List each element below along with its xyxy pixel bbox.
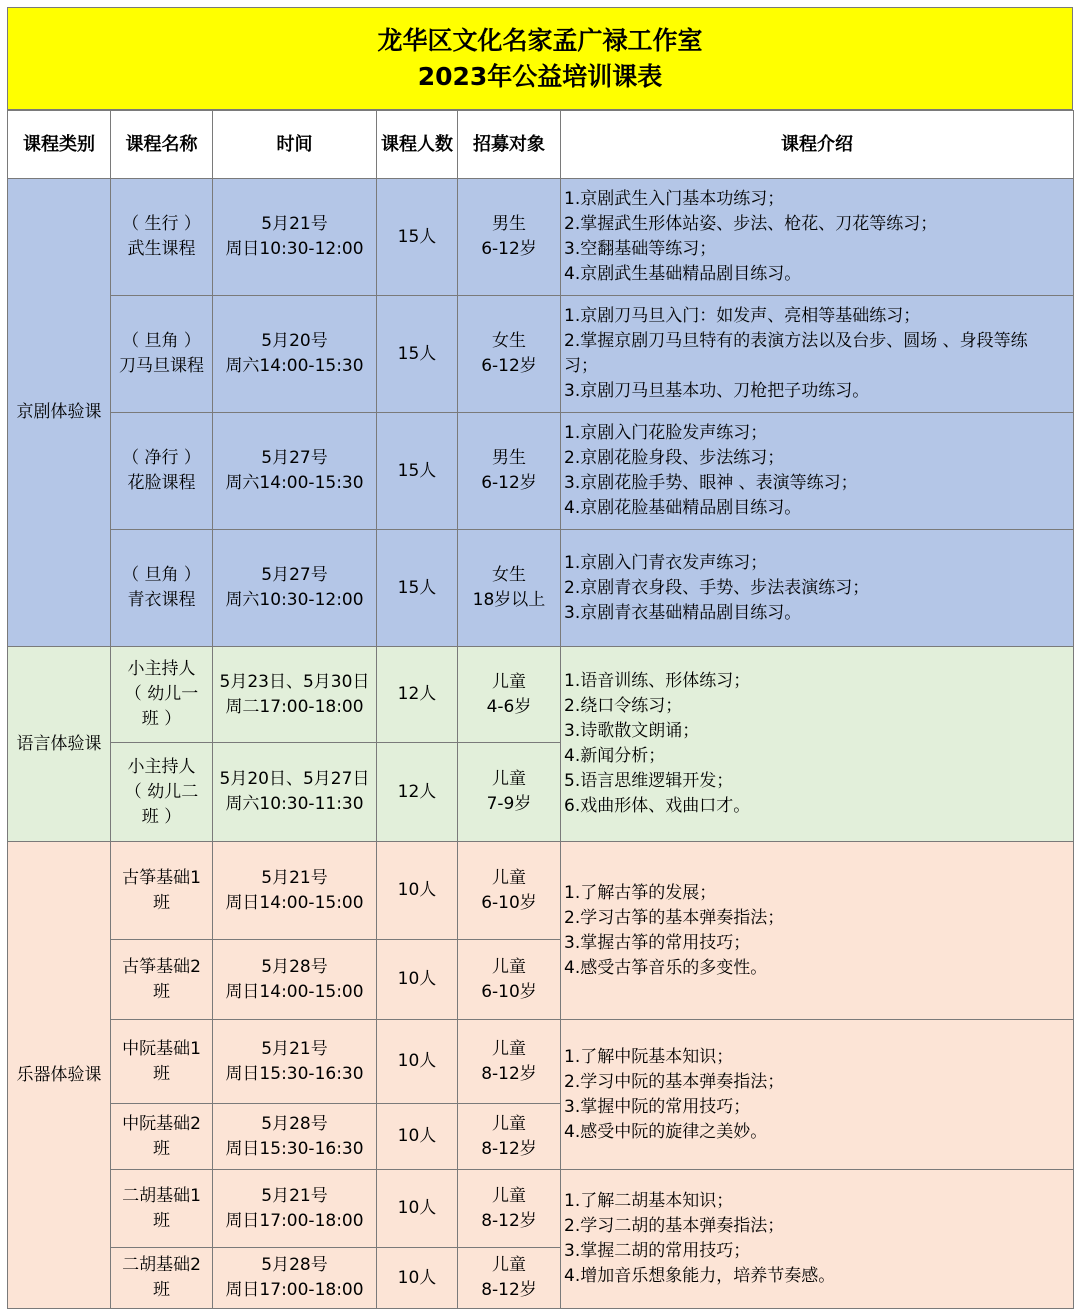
table-row	[8, 413, 1074, 530]
target-cell: 男生 6-12岁	[458, 413, 561, 530]
table-row	[8, 296, 1074, 413]
course-name-cell: 二胡基础1 班	[111, 1170, 213, 1248]
course-name-cell: 中阮基础2 班	[111, 1104, 213, 1170]
count-cell: 15人	[377, 530, 458, 647]
time-cell: 5月20号 周六14:00-15:30	[213, 296, 377, 413]
time-cell: 5月27号 周六10:30-12:00	[213, 530, 377, 647]
course-table	[7, 110, 1074, 1309]
header-time: 时间	[213, 111, 377, 179]
category-cell: 乐器体验课	[8, 842, 111, 1309]
header-target: 招募对象	[458, 111, 561, 179]
target-cell: 儿童 8-12岁	[458, 1170, 561, 1248]
intro-cell: 1.京剧武生入门基本功练习； 2.掌握武生形体站姿、步法、枪花、刀花等练习； 3.空翻基础等练习； 4.京剧武生基础精品剧目练习。	[561, 179, 1074, 296]
time-cell: 5月21号 周日15:30-16:30	[213, 1020, 377, 1104]
time-cell: 5月21号 周日17:00-18:00	[213, 1170, 377, 1248]
course-name-cell: 中阮基础1 班	[111, 1020, 213, 1104]
course-name-cell: （ 生行 ） 武生课程	[111, 179, 213, 296]
course-name-cell: （ 旦角 ） 青衣课程	[111, 530, 213, 647]
course-name-cell: 古筝基础1 班	[111, 842, 213, 940]
target-cell: 女生 18岁以上	[458, 530, 561, 647]
count-cell: 12人	[377, 743, 458, 842]
table-row	[8, 647, 1074, 743]
count-cell: 10人	[377, 940, 458, 1020]
intro-cell: 1.京剧入门青衣发声练习； 2.京剧青衣身段、手势、步法表演练习； 3.京剧青衣基础精品剧目练习。	[561, 530, 1074, 647]
header-row	[8, 111, 1074, 179]
table-row	[8, 530, 1074, 647]
count-cell: 12人	[377, 647, 458, 743]
time-cell: 5月20日、5月27日 周六10:30-11:30	[213, 743, 377, 842]
target-cell: 儿童 6-10岁	[458, 940, 561, 1020]
header-name: 课程名称	[111, 111, 213, 179]
header-intro: 课程介绍	[561, 111, 1074, 179]
course-name-cell: （ 净行 ） 花脸课程	[111, 413, 213, 530]
time-cell: 5月27号 周六14:00-15:30	[213, 413, 377, 530]
count-cell: 10人	[377, 1170, 458, 1248]
intro-cell: 1.了解中阮基本知识； 2.学习中阮的基本弹奏指法； 3.掌握中阮的常用技巧； 4.感受中阮的旋律之美妙。	[561, 1020, 1074, 1170]
target-cell: 儿童 6-10岁	[458, 842, 561, 940]
intro-cell: 1.语音训练、形体练习； 2.绕口令练习； 3.诗歌散文朗诵； 4.新闻分析； 5.语言思维逻辑开发； 6.戏曲形体、戏曲口才。	[561, 647, 1074, 842]
count-cell: 10人	[377, 1020, 458, 1104]
intro-cell: 1.了解古筝的发展； 2.学习古筝的基本弹奏指法； 3.掌握古筝的常用技巧； 4.感受古筝音乐的多变性。	[561, 842, 1074, 1020]
course-name-cell: 二胡基础2 班	[111, 1248, 213, 1309]
title-banner	[7, 7, 1073, 110]
time-cell: 5月28号 周日14:00-15:00	[213, 940, 377, 1020]
target-cell: 儿童 8-12岁	[458, 1020, 561, 1104]
category-cell: 语言体验课	[8, 647, 111, 842]
time-cell: 5月21号 周日14:00-15:00	[213, 842, 377, 940]
category-cell: 京剧体验课	[8, 179, 111, 647]
target-cell: 儿童 4-6岁	[458, 647, 561, 743]
course-name-cell: （ 旦角 ） 刀马旦课程	[111, 296, 213, 413]
count-cell: 10人	[377, 842, 458, 940]
title-line-1: 龙华区文化名家孟广禄工作室	[377, 25, 703, 55]
table-row	[8, 1170, 1074, 1248]
target-cell: 女生 6-12岁	[458, 296, 561, 413]
count-cell: 15人	[377, 413, 458, 530]
intro-cell: 1.京剧入门花脸发声练习； 2.京剧花脸身段、步法练习； 3.京剧花脸手势、眼神 、表演等练习； 4.京剧花脸基础精品剧目练习。	[561, 413, 1074, 530]
time-cell: 5月23日、5月30日 周二17:00-18:00	[213, 647, 377, 743]
intro-cell: 1.了解二胡基本知识； 2.学习二胡的基本弹奏指法； 3.掌握二胡的常用技巧； 4.增加音乐想象能力，培养节奏感。	[561, 1170, 1074, 1309]
table-row	[8, 1020, 1074, 1104]
table-row	[8, 842, 1074, 940]
header-category: 课程类别	[8, 111, 111, 179]
course-name-cell: 小主持人 （ 幼儿一 班 ）	[111, 647, 213, 743]
count-cell: 15人	[377, 296, 458, 413]
count-cell: 10人	[377, 1248, 458, 1309]
time-cell: 5月28号 周日15:30-16:30	[213, 1104, 377, 1170]
title-line-2: 2023年公益培训课表	[417, 61, 663, 91]
course-name-cell: 小主持人 （ 幼儿二 班 ）	[111, 743, 213, 842]
header-count: 课程人数	[377, 111, 458, 179]
time-cell: 5月28号 周日17:00-18:00	[213, 1248, 377, 1309]
target-cell: 儿童 8-12岁	[458, 1248, 561, 1309]
table-row	[8, 179, 1074, 296]
target-cell: 男生 6-12岁	[458, 179, 561, 296]
count-cell: 15人	[377, 179, 458, 296]
course-name-cell: 古筝基础2 班	[111, 940, 213, 1020]
target-cell: 儿童 8-12岁	[458, 1104, 561, 1170]
intro-cell: 1.京剧刀马旦入门：如发声、亮相等基础练习； 2.掌握京剧刀马旦特有的表演方法以及台步、圆场 、身段等练 习； 3.京剧刀马旦基本功、刀枪把子功练习。	[561, 296, 1074, 413]
count-cell: 10人	[377, 1104, 458, 1170]
target-cell: 儿童 7-9岁	[458, 743, 561, 842]
time-cell: 5月21号 周日10:30-12:00	[213, 179, 377, 296]
